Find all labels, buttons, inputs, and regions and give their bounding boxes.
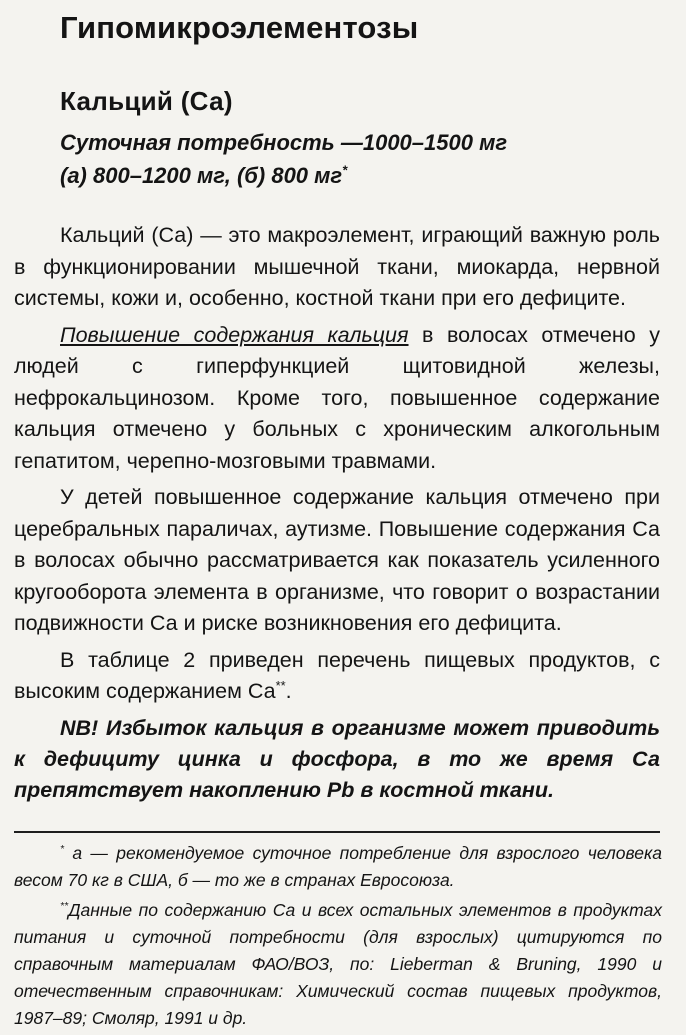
- nb-note: NB! Избыток кальция в организме может приводить к дефициту цинка и фосфора, в то же время Са препятствует накоплению Pb в костной ткани.: [14, 715, 660, 802]
- page-heading: Гипомикроэлементозы: [60, 10, 419, 45]
- paragraph-1: Кальций (Са) — это макроэлемент, играющий важную роль в функционировании мышечной ткани, миокарда, нервной системы, кожи и, особенно, костной ткани при его дефиците.: [14, 223, 660, 310]
- paragraph-4-text: В таблице 2 приведен перечень пищевых продуктов, с высоким содержанием Са: [14, 647, 660, 703]
- footnote-1-marker: *: [60, 843, 65, 856]
- footnote-1: [14, 840, 662, 894]
- footnote-2-marker: **: [60, 900, 69, 913]
- requirement-line-2-text: (а) 800–1200 мг, (б) 800 мг: [60, 163, 343, 188]
- paragraph-4: [14, 645, 660, 708]
- paragraph-3: У детей повышенное содержание кальция отмечено при церебральных параличах, аутизме. Повышение содержания Са в волосах обычно рассматривается как показатель усиленного кругооборота элемента в организме, что говорит о возрастании подвижности Са и риске возникновения его дефицита.: [14, 485, 660, 635]
- section-title: Кальций (Са): [60, 86, 233, 116]
- paragraph-2: [14, 320, 660, 478]
- paragraph-2-emphasis: Повышение содержания кальция: [60, 322, 409, 347]
- footnotes: [14, 840, 662, 1035]
- paragraph-4-end: .: [285, 679, 292, 703]
- requirement-line-2: [60, 159, 620, 192]
- footnote-ref-2: **: [275, 677, 286, 693]
- footnote-2: [14, 897, 662, 1032]
- footnote-ref-1: *: [342, 162, 348, 178]
- body-text: [14, 220, 660, 811]
- footnote-1-text: а — рекомендуемое суточное потребление для взрослого человека весом 70 кг в США, б — то же в странах Евросоюза.: [14, 843, 662, 890]
- requirement-line-1: Суточная потребность —1000–1500 мг: [60, 130, 508, 155]
- footnote-divider: [14, 831, 660, 833]
- footnote-2-text: Данные по содержанию Са и всех остальных элементов в продуктах питания и суточной потребности (для взрослых) цитируются по справочным материалам ФАО/ВОЗ, по: Lieberman & Bruning, 1990 и отечественным справочникам: Химический состав пищевых продуктов, 1987–89; Смоляр, 1991 и др.: [14, 900, 662, 1028]
- daily-requirement: [60, 126, 620, 192]
- paragraph-2-text: в волосах отмечено у людей с гиперфункцией щитовидной железы, нефрокальцинозом. Кроме того, повышенное содержание кальция отмечено у больных с хроническим алкогольным гепатитом, черепно-мозговыми травмами.: [14, 322, 661, 473]
